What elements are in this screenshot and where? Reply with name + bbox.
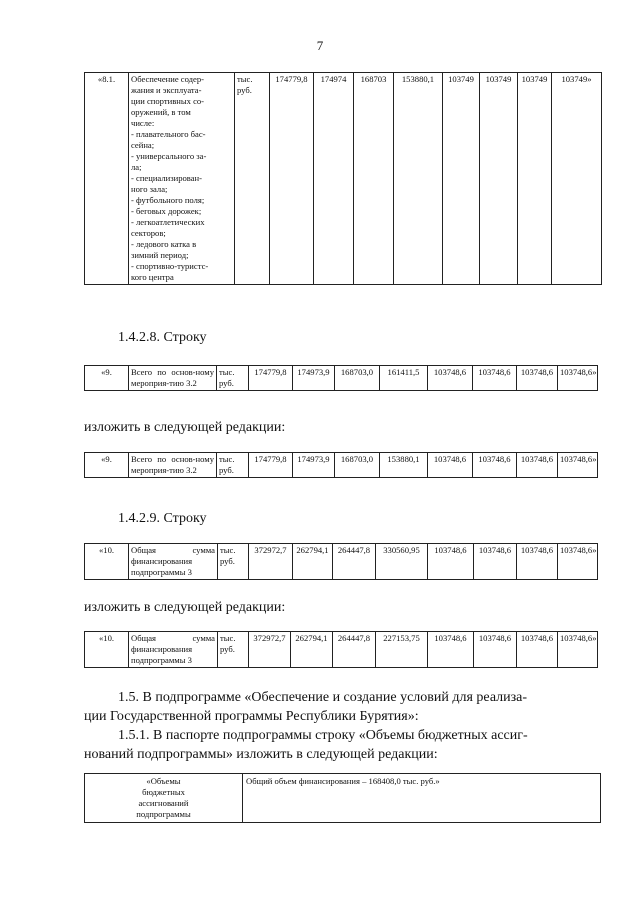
paragraph-1-5-line1: 1.5. В подпрограмме «Обеспечение и создание условий для реализа- [118, 690, 528, 705]
row-number: «9. [85, 366, 129, 391]
value-cell: 168703,0 [335, 453, 380, 478]
row-description: Всего по основ-ному мероприя-тию 3.2 [129, 453, 217, 478]
paragraph-izlozhit-2: изложить в следующей редакции: [84, 600, 286, 615]
value-cell: 103748,6» [558, 453, 598, 478]
value-cell: 330560,95 [376, 544, 428, 580]
row-number: «10. [85, 632, 129, 668]
row-unit: тыс. руб. [235, 73, 270, 285]
passport-value: Общий объем финансирования – 168408,0 тыс. руб.» [243, 774, 601, 823]
value-cell: 174779,8 [249, 453, 293, 478]
value-cell: 262794,1 [293, 544, 333, 580]
paragraph-1-4-2-8: 1.4.2.8. Строку [118, 330, 207, 345]
value-cell: 103748,6 [473, 366, 517, 391]
value-cell: 103748,6 [517, 366, 558, 391]
value-cell: 103748,6» [558, 366, 598, 391]
value-cell: 168703 [354, 73, 394, 285]
value-cell: 103748,6 [473, 453, 517, 478]
row-description: Всего по основ-ному мероприя-тию 3.2 [129, 366, 217, 391]
value-cell: 174973,9 [293, 453, 335, 478]
value-cell: 103748,6» [558, 544, 598, 580]
row-description: Общая сумма финансирования подпрограммы 3 [129, 632, 218, 668]
table-row-9-new [84, 452, 598, 478]
value-cell: 227153,75 [376, 632, 428, 668]
value-cell: 103748,6 [428, 544, 474, 580]
value-cell: 174973,9 [293, 366, 335, 391]
row-number: «9. [85, 453, 129, 478]
value-cell: 103748,6» [558, 632, 598, 668]
value-cell: 161411,5 [380, 366, 428, 391]
value-cell: 103748,6 [517, 632, 558, 668]
value-cell: 103748,6 [474, 544, 517, 580]
row-description: Обеспечение содер- жания и эксплуата- ции спортивных со- оружений, в том числе: - плавательного бас- сейна; - универсального за- ла; - специализирован- ного зала; - футбольного поля; - беговых дорожек; - легкоатлетических секторов; - ледового катка в зимний период; - спортивно-туристс- кого центра [129, 73, 235, 285]
row-unit: тыс. руб. [217, 366, 249, 391]
paragraph-1-5-1-line1: 1.5.1. В паспорте подпрограммы строку «Объемы бюджетных ассиг- [118, 728, 528, 743]
value-cell: 264447,8 [333, 544, 376, 580]
row-unit: тыс. руб. [217, 453, 249, 478]
passport-table [84, 773, 601, 823]
paragraph-1-4-2-9: 1.4.2.9. Строку [118, 511, 207, 526]
row-unit: тыс. руб. [218, 632, 249, 668]
value-cell: 103748,6 [474, 632, 517, 668]
table-row-10-new [84, 631, 598, 668]
value-cell: 372972,7 [249, 544, 293, 580]
value-cell: 103749 [443, 73, 480, 285]
value-cell: 174974 [314, 73, 354, 285]
value-cell: 372972,7 [249, 632, 291, 668]
paragraph-1-5-1-line2: нований подпрограммы» изложить в следующей редакции: [84, 747, 438, 762]
value-cell: 103748,6 [517, 453, 558, 478]
value-cell: 174779,8 [270, 73, 314, 285]
value-cell: 262794,1 [291, 632, 333, 668]
value-cell: 103749 [480, 73, 518, 285]
value-cell: 174779,8 [249, 366, 293, 391]
table-row-8-1 [84, 72, 602, 285]
value-cell: 103749 [518, 73, 552, 285]
paragraph-1-5-line2: ции Государственной программы Республики Бурятия»: [84, 709, 419, 724]
passport-label: «Объемы бюджетных ассигнований подпрограммы [85, 774, 243, 823]
value-cell: 103749» [552, 73, 602, 285]
row-description: Общая сумма финансирования подпрограммы 3 [129, 544, 218, 580]
value-cell: 153880,1 [394, 73, 443, 285]
row-number: «10. [85, 544, 129, 580]
value-cell: 264447,8 [333, 632, 376, 668]
value-cell: 168703,0 [335, 366, 380, 391]
value-cell: 103748,6 [517, 544, 558, 580]
table-row-10-old [84, 543, 598, 580]
value-cell: 153880,1 [380, 453, 428, 478]
row-unit: тыс. руб. [218, 544, 249, 580]
value-cell: 103748,6 [428, 453, 473, 478]
value-cell: 103748,6 [428, 366, 473, 391]
paragraph-izlozhit-1: изложить в следующей редакции: [84, 420, 286, 435]
table-row-9-old [84, 365, 598, 391]
row-number: «8.1. [85, 73, 129, 285]
value-cell: 103748,6 [428, 632, 474, 668]
page-number: 7 [316, 38, 324, 53]
